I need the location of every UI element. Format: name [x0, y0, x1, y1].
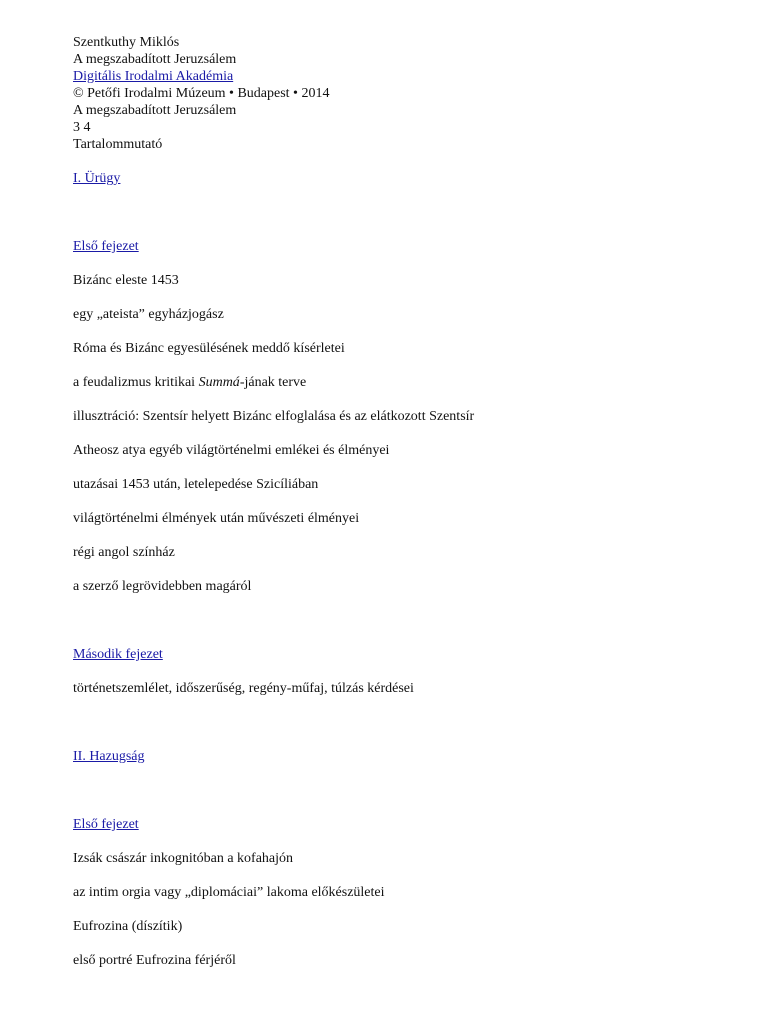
publisher-link[interactable]: Digitális Irodalmi Akadémia [73, 69, 234, 84]
toc-link-part-1[interactable]: I. Ürügy [73, 171, 121, 186]
toc-part1-ch2-row [73, 646, 748, 663]
summa-suffix: -jának terve [239, 375, 307, 390]
toc-item-summa [73, 374, 748, 391]
page-numbers: 3 4 [73, 120, 91, 135]
toc-heading: Tartalommutató [73, 137, 163, 152]
toc-item: utazásai 1453 után, letelepedése Szicíliában [73, 477, 319, 492]
document-page [73, 34, 748, 969]
toc-item: az intim orgia vagy „diplomáciai” lakoma előkészületei [73, 885, 385, 900]
toc-part2-ch1-row [73, 816, 748, 833]
toc-item: Atheosz atya egyéb világtörténelmi emlékei és élményei [73, 443, 390, 458]
toc-link-part1-chapter1[interactable]: Első fejezet [73, 239, 139, 254]
toc-item: Izsák császár inkognitóban a kofahajón [73, 851, 294, 866]
publisher-line [73, 68, 748, 85]
book-title: A megszabadított Jeruzsálem [73, 52, 237, 67]
toc-link-part-2[interactable]: II. Hazugság [73, 749, 145, 764]
toc-item: első portré Eufrozina férjéről [73, 953, 236, 968]
toc-item: illusztráció: Szentsír helyett Bizánc elfoglalása és az elátkozott Szentsír [73, 409, 475, 424]
toc-link-part2-chapter1[interactable]: Első fejezet [73, 817, 139, 832]
toc-part1-ch1-row [73, 238, 748, 255]
toc-item: Eufrozina (díszítik) [73, 919, 183, 934]
toc-item: a szerző legrövidebben magáról [73, 579, 252, 594]
toc-item-text: a feudalizmus kritikai [73, 375, 199, 390]
book-title-repeat: A megszabadított Jeruzsálem [73, 103, 237, 118]
toc-part-2-row [73, 748, 748, 765]
toc-part-1-row [73, 170, 748, 187]
summa-italic: Summá [198, 375, 240, 390]
author-name: Szentkuthy Miklós [73, 35, 180, 50]
toc-item: régi angol színház [73, 545, 175, 560]
copyright-line: © Petőfi Irodalmi Múzeum • Budapest • 2014 [73, 86, 330, 101]
toc-item: történetszemlélet, időszerűség, regény-műfaj, túlzás kérdései [73, 681, 414, 696]
toc-item: Bizánc eleste 1453 [73, 273, 179, 288]
toc-item: világtörténelmi élmények után művészeti élményei [73, 511, 360, 526]
toc-item: egy „ateista” egyházjogász [73, 307, 224, 322]
toc-item: Róma és Bizánc egyesülésének meddő kísérletei [73, 341, 345, 356]
toc-link-part1-chapter2[interactable]: Második fejezet [73, 647, 163, 662]
